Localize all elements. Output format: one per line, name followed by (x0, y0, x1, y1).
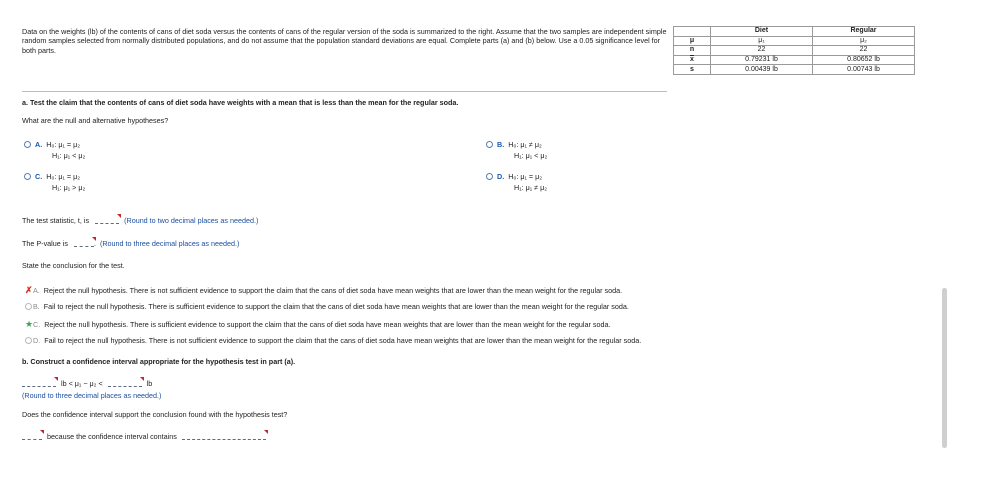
row-label: n (674, 46, 711, 56)
pvalue-input[interactable] (74, 240, 94, 247)
radio-circle[interactable] (486, 141, 493, 148)
support-question: Does the confidence interval support the conclusion found with the hypothesis test? (22, 410, 288, 419)
summary-table (673, 26, 915, 75)
row-label: $\overline{x}$ (674, 55, 711, 65)
incorrect-marker-icon (117, 214, 121, 218)
cell-diet: 0.79231 lb (711, 55, 813, 65)
cell-regular: 0.00743 lb (813, 65, 915, 75)
divider (22, 91, 667, 92)
option-b[interactable] (486, 140, 542, 150)
option-h0: H₀: μ₁ = μ₂ (46, 140, 81, 149)
option-c[interactable] (24, 172, 80, 182)
incorrect-marker-icon (264, 430, 268, 434)
option-letter: B. (33, 302, 40, 311)
part-b-prompt: b. Construct a confidence interval appropriate for the hypothesis test in part (a). (22, 357, 296, 366)
header-diet: Diet (711, 27, 813, 37)
row-label: μ (674, 36, 711, 46)
radio-circle[interactable] (25, 337, 32, 344)
table-row (674, 65, 915, 75)
pvalue-label: The P-value is (22, 239, 68, 248)
incorrect-marker-icon (40, 430, 44, 434)
table-row (674, 55, 915, 65)
table-row (674, 46, 915, 56)
ci-upper-input[interactable] (108, 380, 142, 387)
conclusion-d[interactable] (25, 336, 641, 345)
option-h0: H₀: μ₁ = μ₂ (46, 172, 81, 181)
conclusion-text: Reject the null hypothesis. There is sufficient evidence to support the claim that the cans of diet soda have mean weights that are lower than the mean weight for the regular soda. (44, 320, 611, 329)
test-stat-hint: (Round to two decimal places as needed.) (124, 216, 259, 225)
conclusion-a[interactable] (25, 285, 622, 296)
table-header-row (674, 27, 915, 37)
ci-lower-input[interactable] (22, 380, 56, 387)
cell-diet: μ₁ (711, 36, 813, 46)
cell-diet: 0.00439 lb (711, 65, 813, 75)
conclusion-text: Fail to reject the null hypothesis. There is not sufficient evidence to support the claim that the cans of diet soda have mean weights that are lower than the mean weight for the regular soda. (44, 336, 642, 345)
option-d[interactable] (486, 172, 542, 182)
pvalue-hint: (Round to three decimal places as needed.) (99, 239, 240, 248)
support-line (22, 432, 266, 441)
option-letter: B. (497, 140, 505, 149)
support-text: because the confidence interval contains (47, 432, 177, 441)
option-a[interactable] (24, 140, 80, 150)
cell-diet: 22 (711, 46, 813, 56)
conclusion-c[interactable] (25, 319, 610, 330)
row-label: s (674, 65, 711, 75)
option-c-h1: H₁: μ₁ > μ₂ (52, 183, 86, 192)
ci-line (22, 379, 152, 388)
radio-circle[interactable] (25, 303, 32, 310)
option-d-h1: H₁: μ₁ ≠ μ₂ (514, 183, 548, 192)
conclusion-question: State the conclusion for the test. (22, 261, 125, 270)
test-stat-line (22, 216, 258, 225)
test-stat-input[interactable] (95, 217, 119, 224)
incorrect-marker-icon (92, 237, 96, 241)
option-h0: H₀: μ₁ = μ₂ (508, 172, 543, 181)
option-b-h1: H₁: μ₁ < μ₂ (514, 151, 548, 160)
conclusion-text: Fail to reject the null hypothesis. There is sufficient evidence to support the claim that the cans of diet soda have mean weights that are lower than the mean weight for the regular soda. (43, 302, 629, 311)
table-row (674, 36, 915, 46)
hypotheses-question: What are the null and alternative hypotheses? (22, 116, 169, 125)
problem-intro: Data on the weights (lb) of the contents of cans of diet soda versus the contents of cans of the regular version of the soda is summarized to the right. Assume that the two samples are independent simple random samples selected from normally distributed populations, and do not assume that the population standard deviations are equal. Complete parts (a) and (b) below. Use a 0.05 significance level for both parts. (22, 27, 667, 55)
cell-regular: 22 (813, 46, 915, 56)
option-letter: D. (497, 172, 505, 181)
ci-middle-text: lb < μ₁ − μ₂ < (61, 379, 103, 388)
cell-regular: 0.80652 lb (813, 55, 915, 65)
option-letter: A. (35, 140, 43, 149)
ci-hint: (Round to three decimal places as needed.) (22, 391, 162, 400)
option-letter: C. (33, 320, 41, 329)
option-letter: A. (33, 286, 40, 295)
header-regular: Regular (813, 27, 915, 37)
correct-star-icon: ★ (25, 319, 34, 329)
conclusion-text: Reject the null hypothesis. There is not sufficient evidence to support the claim that the cans of diet soda have mean weights that are lower than the mean weight for the regular soda. (43, 286, 623, 295)
option-a-h1: H₁: μ₁ < μ₂ (52, 151, 86, 160)
incorrect-marker-icon (140, 377, 144, 381)
interval-contains-select[interactable] (182, 433, 266, 440)
scrollbar-thumb[interactable] (942, 288, 947, 448)
option-letter: D. (33, 336, 41, 345)
radio-circle[interactable] (24, 173, 31, 180)
test-stat-label: The test statistic, t, is (22, 216, 90, 225)
part-a-prompt: a. Test the claim that the contents of cans of diet soda have weights with a mean that is less than the mean for the regular soda. (22, 98, 459, 107)
table-corner (674, 27, 711, 37)
ci-unit: lb (146, 379, 153, 388)
incorrect-marker-icon (54, 377, 58, 381)
option-letter: C. (35, 172, 43, 181)
conclusion-b[interactable] (25, 302, 629, 311)
incorrect-x-icon: ✗ (25, 285, 33, 295)
pvalue-line: The P-value is . (Round to three decimal places as needed.) (22, 239, 240, 248)
cell-regular: μ₂ (813, 36, 915, 46)
support-select[interactable] (22, 433, 42, 440)
radio-circle[interactable] (486, 173, 493, 180)
radio-circle[interactable] (24, 141, 31, 148)
option-h0: H₀: μ₁ ≠ μ₂ (508, 140, 542, 149)
